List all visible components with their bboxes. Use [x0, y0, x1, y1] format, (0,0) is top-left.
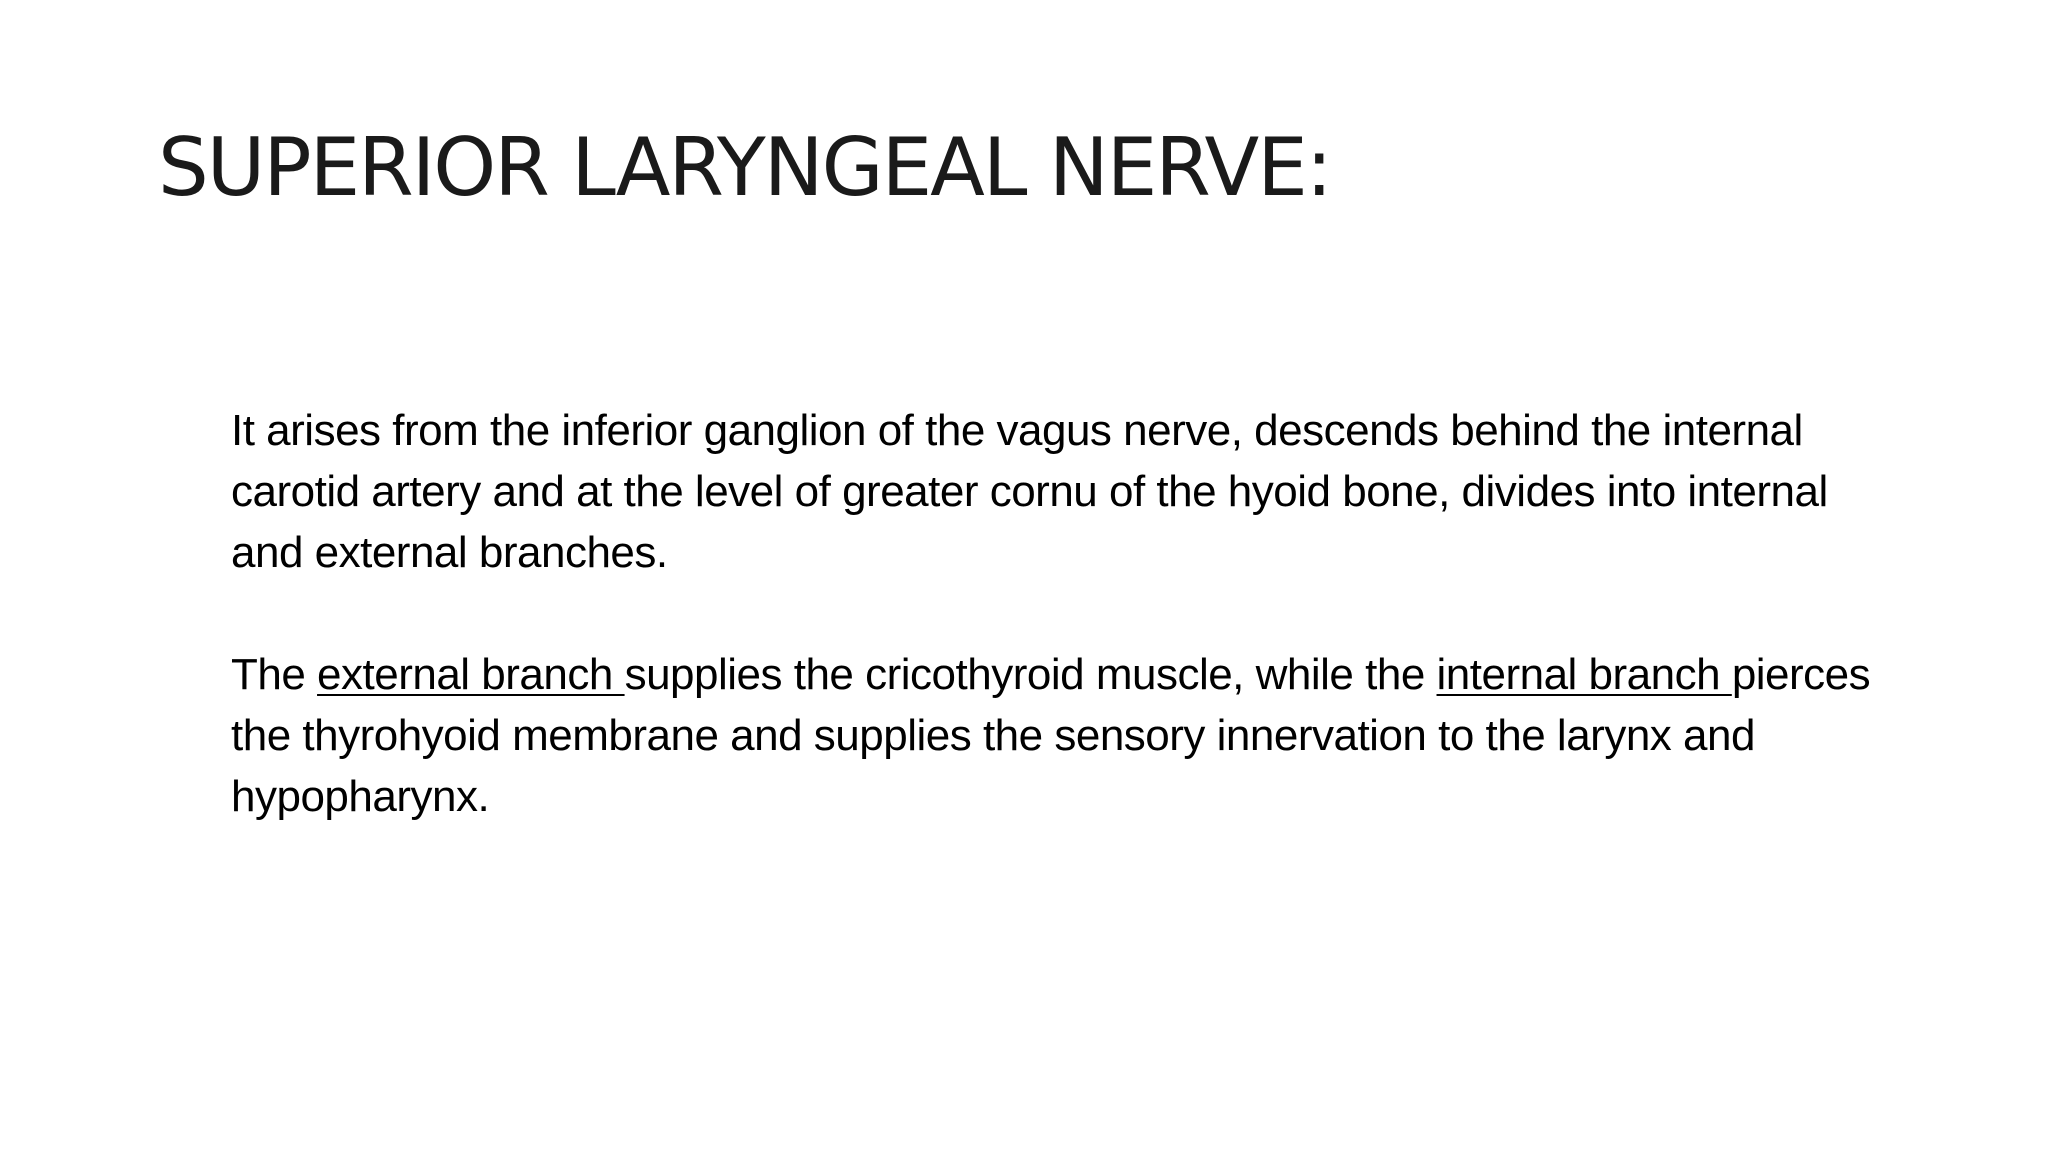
paragraph-branches-text-1: The: [231, 650, 318, 699]
paragraph-branches-text-2: supplies the cricothyroid muscle, while the: [624, 650, 1437, 699]
slide-body: [231, 400, 1871, 827]
slide-title: SUPERIOR LARYNGEAL NERVE:: [158, 121, 1331, 214]
external-branch-term: external branch: [317, 650, 625, 699]
paragraph-branches: [231, 644, 1871, 827]
internal-branch-term: internal branch: [1436, 650, 1732, 699]
paragraph-branches-text-3: pierces the thyrohyoid membrane and supplies the sensory innervation to the larynx and hypopharynx.: [231, 650, 1871, 821]
paragraph-origin: It arises from the inferior ganglion of the vagus nerve, descends behind the internal carotid artery and at the level of greater cornu of the hyoid bone, divides into internal and external branches.: [231, 406, 1828, 577]
